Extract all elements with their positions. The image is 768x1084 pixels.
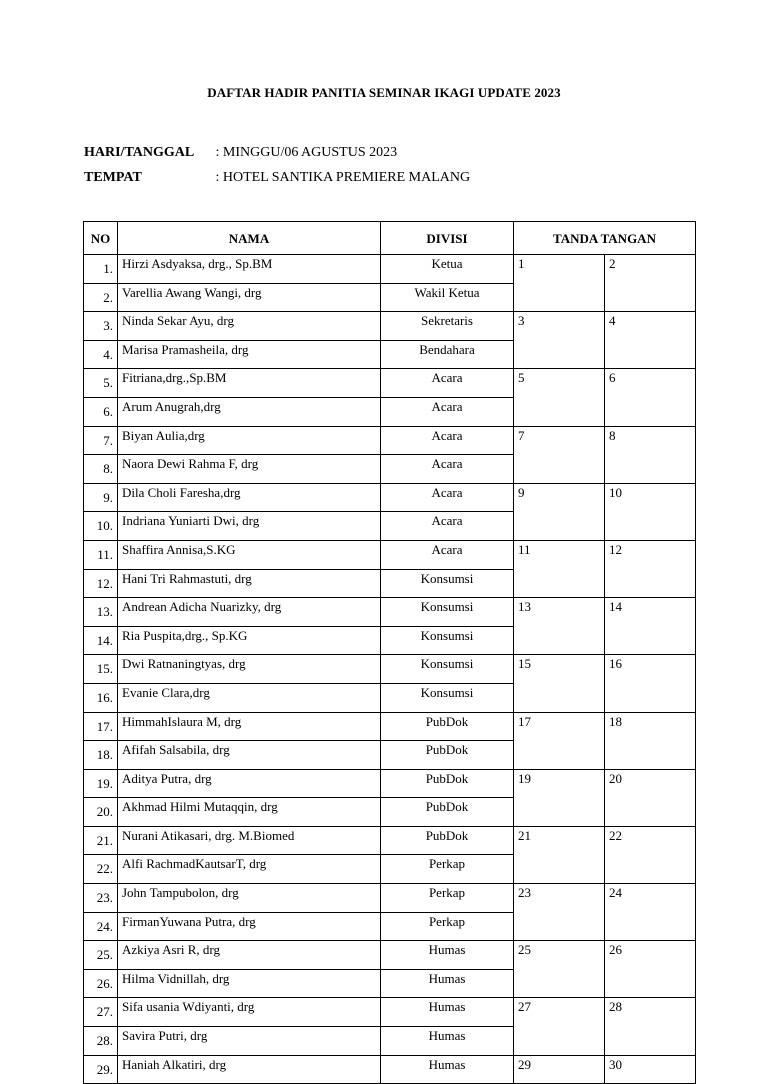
row-nama: Afifah Salsabila, drg bbox=[118, 741, 381, 770]
signature-cell[interactable]: 19 bbox=[514, 769, 605, 826]
row-no: 29. bbox=[84, 1055, 118, 1084]
row-divisi: PubDok bbox=[381, 741, 514, 770]
row-nama: Ninda Sekar Ayu, drg bbox=[118, 312, 381, 341]
meta-tempat bbox=[84, 170, 470, 186]
table-row bbox=[84, 369, 696, 398]
row-nama: Indriana Yuniarti Dwi, drg bbox=[118, 512, 381, 541]
table-row bbox=[84, 426, 696, 455]
row-divisi: Humas bbox=[381, 969, 514, 998]
row-no: 28. bbox=[84, 1027, 118, 1056]
signature-cell[interactable]: 3 bbox=[514, 312, 605, 369]
row-nama: Marisa Pramasheila, drg bbox=[118, 340, 381, 369]
signature-cell[interactable]: 15 bbox=[514, 655, 605, 712]
signature-cell[interactable]: 9 bbox=[514, 483, 605, 540]
row-divisi: Humas bbox=[381, 1055, 514, 1084]
row-divisi: PubDok bbox=[381, 798, 514, 827]
row-divisi: Perkap bbox=[381, 855, 514, 884]
row-nama: FirmanYuwana Putra, drg bbox=[118, 912, 381, 941]
signature-cell[interactable]: 11 bbox=[514, 540, 605, 597]
row-divisi: Acara bbox=[381, 426, 514, 455]
row-no: 21. bbox=[84, 826, 118, 855]
signature-cell[interactable]: 7 bbox=[514, 426, 605, 483]
signature-cell[interactable]: 24 bbox=[605, 884, 696, 941]
row-no: 17. bbox=[84, 712, 118, 741]
row-nama: Naora Dewi Rahma F, drg bbox=[118, 455, 381, 484]
row-nama: Dila Choli Faresha,drg bbox=[118, 483, 381, 512]
row-no: 20. bbox=[84, 798, 118, 827]
header-no: NO bbox=[84, 222, 118, 255]
row-divisi: Acara bbox=[381, 483, 514, 512]
signature-cell[interactable]: 26 bbox=[605, 941, 696, 998]
document-title: DAFTAR HADIR PANITIA SEMINAR IKAGI UPDATE 2023 bbox=[207, 85, 561, 100]
signature-cell[interactable]: 2 bbox=[605, 255, 696, 312]
signature-cell[interactable]: 22 bbox=[605, 826, 696, 883]
row-divisi: Konsumsi bbox=[381, 683, 514, 712]
row-divisi: PubDok bbox=[381, 769, 514, 798]
row-nama: Sifa usania Wdiyanti, drg bbox=[118, 998, 381, 1027]
signature-cell[interactable]: 29 bbox=[514, 1055, 605, 1084]
signature-cell[interactable]: 8 bbox=[605, 426, 696, 483]
row-no: 19. bbox=[84, 769, 118, 798]
hari-tanggal-value: : MINGGU/06 AGUSTUS 2023 bbox=[215, 145, 398, 160]
row-no: 23. bbox=[84, 884, 118, 913]
row-no: 9. bbox=[84, 483, 118, 512]
row-no: 12. bbox=[84, 569, 118, 598]
signature-cell[interactable]: 28 bbox=[605, 998, 696, 1055]
table-row bbox=[84, 540, 696, 569]
row-nama: Evanie Clara,drg bbox=[118, 683, 381, 712]
hari-tanggal-label: HARI/TANGGAL bbox=[84, 145, 195, 160]
row-nama: Varellia Awang Wangi, drg bbox=[118, 283, 381, 312]
row-divisi: Konsumsi bbox=[381, 655, 514, 684]
row-no: 14. bbox=[84, 626, 118, 655]
row-nama: Dwi Ratnaningtyas, drg bbox=[118, 655, 381, 684]
table-header-row bbox=[84, 222, 696, 255]
table-row bbox=[84, 998, 696, 1027]
row-nama: Hilma Vidnillah, drg bbox=[118, 969, 381, 998]
row-divisi: PubDok bbox=[381, 826, 514, 855]
row-no: 6. bbox=[84, 397, 118, 426]
row-nama: Biyan Aulia,drg bbox=[118, 426, 381, 455]
row-divisi: Acara bbox=[381, 397, 514, 426]
row-divisi: Konsumsi bbox=[381, 598, 514, 627]
row-divisi: Humas bbox=[381, 941, 514, 970]
row-divisi: Acara bbox=[381, 512, 514, 541]
signature-cell[interactable]: 18 bbox=[605, 712, 696, 769]
row-nama: Hirzi Asdyaksa, drg., Sp.BM bbox=[118, 255, 381, 284]
signature-cell[interactable]: 10 bbox=[605, 483, 696, 540]
row-no: 11. bbox=[84, 540, 118, 569]
meta-hari-tanggal bbox=[84, 145, 397, 161]
signature-cell[interactable]: 27 bbox=[514, 998, 605, 1055]
signature-cell[interactable]: 30 bbox=[605, 1055, 696, 1084]
table-row bbox=[84, 712, 696, 741]
signature-cell[interactable]: 1 bbox=[514, 255, 605, 312]
signature-cell[interactable]: 23 bbox=[514, 884, 605, 941]
row-nama: Andrean Adicha Nuarizky, drg bbox=[118, 598, 381, 627]
row-divisi: Acara bbox=[381, 455, 514, 484]
table-row bbox=[84, 769, 696, 798]
header-nama: NAMA bbox=[118, 222, 381, 255]
row-no: 15. bbox=[84, 655, 118, 684]
row-nama: Hani Tri Rahmastuti, drg bbox=[118, 569, 381, 598]
row-no: 8. bbox=[84, 455, 118, 484]
signature-cell[interactable]: 16 bbox=[605, 655, 696, 712]
header-divisi: DIVISI bbox=[381, 222, 514, 255]
signature-cell[interactable]: 4 bbox=[605, 312, 696, 369]
row-divisi: Sekretaris bbox=[381, 312, 514, 341]
row-nama: Ria Puspita,drg., Sp.KG bbox=[118, 626, 381, 655]
row-no: 13. bbox=[84, 598, 118, 627]
row-nama: Haniah Alkatiri, drg bbox=[118, 1055, 381, 1084]
row-no: 22. bbox=[84, 855, 118, 884]
signature-cell[interactable]: 25 bbox=[514, 941, 605, 998]
table-row bbox=[84, 655, 696, 684]
row-divisi: Humas bbox=[381, 1027, 514, 1056]
row-nama: HimmahIslaura M, drg bbox=[118, 712, 381, 741]
row-divisi: Bendahara bbox=[381, 340, 514, 369]
row-nama: John Tampubolon, drg bbox=[118, 884, 381, 913]
row-nama: Savira Putri, drg bbox=[118, 1027, 381, 1056]
row-no: 16. bbox=[84, 683, 118, 712]
row-no: 7. bbox=[84, 426, 118, 455]
table-row bbox=[84, 826, 696, 855]
row-no: 26. bbox=[84, 969, 118, 998]
attendance-table bbox=[83, 221, 696, 1084]
row-nama: Akhmad Hilmi Mutaqqin, drg bbox=[118, 798, 381, 827]
row-no: 3. bbox=[84, 312, 118, 341]
row-divisi: Ketua bbox=[381, 255, 514, 284]
row-divisi: Perkap bbox=[381, 884, 514, 913]
row-nama: Fitriana,drg.,Sp.BM bbox=[118, 369, 381, 398]
row-nama: Alfi RachmadKautsarT, drg bbox=[118, 855, 381, 884]
signature-cell[interactable]: 20 bbox=[605, 769, 696, 826]
table-row bbox=[84, 312, 696, 341]
table-row bbox=[84, 483, 696, 512]
row-divisi: Acara bbox=[381, 369, 514, 398]
row-nama: Shaffira Annisa,S.KG bbox=[118, 540, 381, 569]
row-divisi: Wakil Ketua bbox=[381, 283, 514, 312]
signature-cell[interactable]: 13 bbox=[514, 598, 605, 655]
table-row bbox=[84, 941, 696, 970]
table-row bbox=[84, 598, 696, 627]
row-no: 10. bbox=[84, 512, 118, 541]
row-divisi: Perkap bbox=[381, 912, 514, 941]
header-tanda-tangan: TANDA TANGAN bbox=[514, 222, 696, 255]
table-row bbox=[84, 884, 696, 913]
row-divisi: Konsumsi bbox=[381, 626, 514, 655]
row-divisi: PubDok bbox=[381, 712, 514, 741]
row-nama: Aditya Putra, drg bbox=[118, 769, 381, 798]
table-row bbox=[84, 255, 696, 284]
row-no: 18. bbox=[84, 741, 118, 770]
tempat-label: TEMPAT bbox=[84, 170, 142, 185]
row-no: 2. bbox=[84, 283, 118, 312]
signature-cell[interactable]: 12 bbox=[605, 540, 696, 597]
signature-cell[interactable]: 6 bbox=[605, 369, 696, 426]
row-divisi: Acara bbox=[381, 540, 514, 569]
row-no: 24. bbox=[84, 912, 118, 941]
row-no: 4. bbox=[84, 340, 118, 369]
signature-cell[interactable]: 17 bbox=[514, 712, 605, 769]
table-row bbox=[84, 1055, 696, 1084]
row-nama: Nurani Atikasari, drg. M.Biomed bbox=[118, 826, 381, 855]
row-nama: Arum Anugrah,drg bbox=[118, 397, 381, 426]
row-no: 1. bbox=[84, 255, 118, 284]
signature-cell[interactable]: 14 bbox=[605, 598, 696, 655]
row-divisi: Humas bbox=[381, 998, 514, 1027]
row-nama: Azkiya Asri R, drg bbox=[118, 941, 381, 970]
row-no: 5. bbox=[84, 369, 118, 398]
row-no: 27. bbox=[84, 998, 118, 1027]
signature-cell[interactable]: 21 bbox=[514, 826, 605, 883]
row-divisi: Konsumsi bbox=[381, 569, 514, 598]
row-no: 25. bbox=[84, 941, 118, 970]
signature-cell[interactable]: 5 bbox=[514, 369, 605, 426]
tempat-value: : HOTEL SANTIKA PREMIERE MALANG bbox=[215, 170, 471, 185]
